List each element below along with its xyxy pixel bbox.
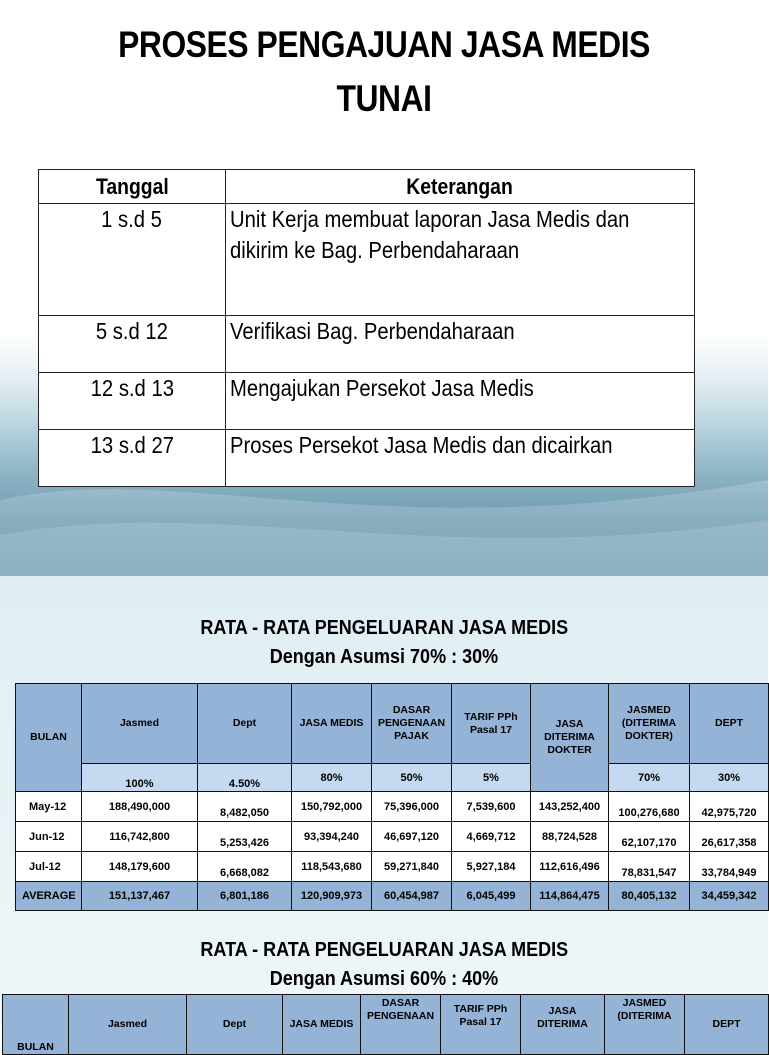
cell-dpp: 60,454,987: [372, 882, 452, 911]
header-jasa-medis: JASA MEDIS: [283, 995, 361, 1055]
cell-dept2: 33,784,949: [690, 852, 769, 882]
cell-jasmed: 188,490,000: [82, 792, 198, 822]
cell-bulan: Jul-12: [16, 852, 82, 882]
percent-cell: 4.50%: [198, 764, 292, 792]
header-jasa-diterima-dokter: JASA DITERIMA DOKTER: [531, 684, 609, 792]
cell-jasa-medis: 118,543,680: [292, 852, 372, 882]
header-tanggal: Tanggal: [39, 170, 226, 204]
cell-tanggal: 13 s.d 27: [39, 430, 226, 487]
table-row: [16, 792, 769, 822]
cell-jasa-medis: 93,394,240: [292, 822, 372, 852]
header-dept2: DEPT: [690, 684, 769, 764]
slide-title: [54, 18, 714, 126]
cell-dpp: 59,271,840: [372, 852, 452, 882]
header-bulan: BULAN: [16, 684, 82, 792]
header-jasa-diterima: JASA DITERIMA: [521, 995, 605, 1055]
table1-header-row: [16, 684, 769, 764]
percent-cell: 100%: [82, 764, 198, 792]
header-jasmed-diterima: JASMED (DITERIMA DOKTER): [609, 684, 690, 764]
expense-table-70-30: [15, 683, 769, 911]
table-row: [16, 822, 769, 852]
cell-keterangan: Mengajukan Persekot Jasa Medis: [226, 373, 695, 430]
cell-dpp: 46,697,120: [372, 822, 452, 852]
percent-cell: 5%: [452, 764, 531, 792]
cell-dept2: 42,975,720: [690, 792, 769, 822]
header-jasmed: Jasmed: [69, 995, 187, 1055]
header-dept2: DEPT: [685, 995, 769, 1055]
average-row: [16, 882, 769, 911]
header-bulan: BULAN: [3, 995, 69, 1055]
header-tarif-pph: TARIF PPh Pasal 17: [452, 684, 531, 764]
slide-expenses: [0, 576, 768, 1053]
cell-bulan: AVERAGE: [16, 882, 82, 911]
percent-cell: 70%: [609, 764, 690, 792]
header-dept: Dept: [198, 684, 292, 764]
schedule-header-row: [39, 170, 695, 204]
cell-tarif: 5,927,184: [452, 852, 531, 882]
percent-cell: 80%: [292, 764, 372, 792]
cell-tarif: 4,669,712: [452, 822, 531, 852]
cell-keterangan: Verifikasi Bag. Perbendaharaan: [226, 316, 695, 373]
table1-title: RATA - RATA PENGELUARAN JASA MEDIS: [200, 617, 568, 639]
slide-title-line2: TUNAI: [336, 78, 432, 119]
cell-dept2: 26,617,358: [690, 822, 769, 852]
cell-tarif: 7,539,600: [452, 792, 531, 822]
cell-tanggal: 5 s.d 12: [39, 316, 226, 373]
percent-cell: 50%: [372, 764, 452, 792]
cell-bulan: Jun-12: [16, 822, 82, 852]
cell-jasmed2: 100,276,680: [609, 792, 690, 822]
schedule-row: [39, 373, 695, 430]
cell-dept2: 34,459,342: [690, 882, 769, 911]
cell-keterangan: Proses Persekot Jasa Medis dan dicairkan: [226, 430, 695, 487]
header-dept: Dept: [187, 995, 283, 1055]
cell-jasmed2: 78,831,547: [609, 852, 690, 882]
cell-jasmed: 116,742,800: [82, 822, 198, 852]
cell-jasmed2: 62,107,170: [609, 822, 690, 852]
slide-title-line1: PROSES PENGAJUAN JASA MEDIS: [118, 24, 650, 65]
table2-subtitle: Dengan Asumsi 60% : 40%: [269, 968, 499, 990]
cell-diterima: 112,616,496: [531, 852, 609, 882]
header-dasar-pengenaan: DASAR PENGENAAN: [361, 995, 441, 1055]
cell-tanggal: 1 s.d 5: [39, 204, 226, 316]
cell-tarif: 6,045,499: [452, 882, 531, 911]
schedule-row: [39, 316, 695, 373]
cell-dept: 5,253,426: [198, 822, 292, 852]
cell-keterangan: Unit Kerja membuat laporan Jasa Medis dan dikirim ke Bag. Perbendaharaan: [226, 204, 695, 316]
cell-jasmed: 148,179,600: [82, 852, 198, 882]
table1-subtitle: Dengan Asumsi 70% : 30%: [269, 646, 499, 668]
cell-bulan: May-12: [16, 792, 82, 822]
percent-cell: 30%: [690, 764, 769, 792]
table1-percent-row: [16, 764, 769, 792]
cell-diterima: 114,864,475: [531, 882, 609, 911]
cell-jasa-medis: 120,909,973: [292, 882, 372, 911]
cell-jasmed: 151,137,467: [82, 882, 198, 911]
schedule-row: [39, 430, 695, 487]
cell-dpp: 75,396,000: [372, 792, 452, 822]
header-jasmed: Jasmed: [82, 684, 198, 764]
cell-tanggal: 12 s.d 13: [39, 373, 226, 430]
cell-diterima: 88,724,528: [531, 822, 609, 852]
cell-jasa-medis: 150,792,000: [292, 792, 372, 822]
table-row: [16, 852, 769, 882]
table2-title: RATA - RATA PENGELUARAN JASA MEDIS: [200, 939, 568, 961]
header-dasar-pengenaan-pajak: DASAR PENGENAAN PAJAK: [372, 684, 452, 764]
schedule-table: [38, 169, 695, 487]
schedule-row: [39, 204, 695, 316]
header-jasa-medis: JASA MEDIS: [292, 684, 372, 764]
cell-jasmed2: 80,405,132: [609, 882, 690, 911]
table2-header-row: [3, 995, 769, 1055]
cell-diterima: 143,252,400: [531, 792, 609, 822]
header-tarif-pph: TARIF PPh Pasal 17: [441, 995, 521, 1055]
cell-dept: 8,482,050: [198, 792, 292, 822]
header-keterangan: Keterangan: [226, 170, 695, 204]
expense-table-60-40: [2, 994, 769, 1055]
header-jasmed-diterima: JASMED (DITERIMA: [605, 995, 685, 1055]
cell-dept: 6,801,186: [198, 882, 292, 911]
cell-dept: 6,668,082: [198, 852, 292, 882]
